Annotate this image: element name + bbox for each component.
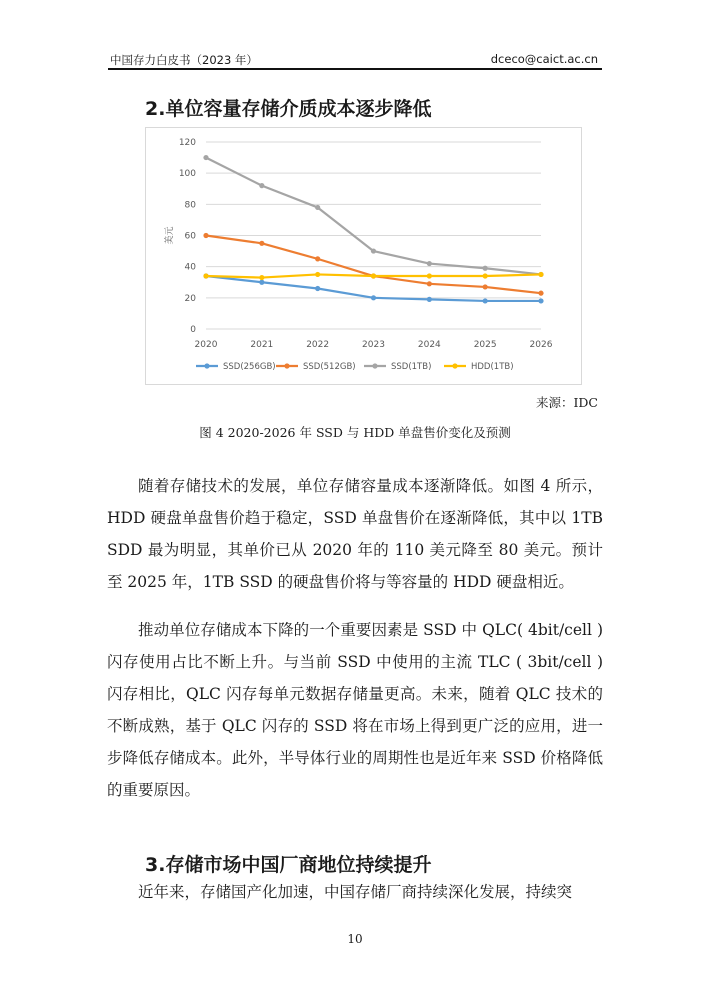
data-point (315, 272, 320, 277)
legend-marker (452, 363, 457, 368)
paragraph-text: 随着存储技术的发展，单位存储容量成本逐渐降低。如图 4 所示，HDD 硬盘单盘售价趋于稳定，SSD 单盘售价在逐渐降低，其中以 1TB SDD 最为明显，其单价已从 2020 年的 110 美元降至 80 美元。预计至 2025 年，1TB SSD 的硬盘售价将与等容量的 HDD 硬盘相近。 (107, 477, 603, 591)
x-tick-label: 2023 (362, 340, 385, 350)
series-line (206, 236, 541, 294)
data-point (259, 275, 264, 280)
y-tick-label: 80 (184, 200, 196, 211)
paragraph-text: 推动单位存储成本下降的一个重要因素是 SSD 中 QLC( 4bit/cell ) 闪存使用占比不断上升。与当前 SSD 中使用的主流 TLC ( 3bit/cell ) 闪存相比，QLC 闪存每单元数据存储量更高。未来，随着 QLC 技术的不断成熟，基于 QLC 闪存的 SSD 将在市场上得到更广泛的应用，进一步降低存储成本。此外，半导体行业的周期性也是近年来 SSD 价格降低的重要原因。 (107, 621, 603, 799)
paragraph-2 (107, 614, 603, 806)
y-tick-label: 0 (190, 325, 196, 335)
data-point (538, 272, 543, 277)
data-point (259, 280, 264, 285)
data-point (371, 295, 376, 300)
x-tick-label: 2021 (250, 340, 274, 350)
x-tick-label: 2022 (306, 340, 330, 350)
section-title-3: 3.存储市场中国厂商地位持续提升 (145, 854, 432, 876)
legend-label: SSD(1TB) (391, 362, 432, 372)
figure-caption: 图 4 2020-2026 年 SSD 与 HDD 单盘售价变化及预测 (199, 425, 511, 440)
y-tick-label: 120 (178, 138, 196, 148)
data-point (538, 298, 543, 303)
paragraph-3 (107, 876, 603, 908)
data-point (538, 291, 543, 296)
chart-source: 来源：IDC (535, 395, 598, 410)
legend-marker (204, 363, 209, 368)
data-point (203, 155, 208, 160)
page-number: 10 (347, 932, 363, 946)
y-axis-label: 美元 (165, 226, 175, 245)
data-point (203, 273, 208, 278)
legend-marker (372, 363, 377, 368)
data-point (427, 261, 432, 266)
data-point (483, 298, 488, 303)
data-point (483, 273, 488, 278)
legend-marker (284, 363, 289, 368)
data-point (315, 256, 320, 261)
header-title: 中国存力白皮书（2023 年） (110, 53, 258, 67)
data-point (259, 183, 264, 188)
series-line (206, 158, 541, 275)
x-tick-label: 2026 (529, 340, 553, 350)
x-tick-label: 2020 (194, 340, 218, 350)
x-tick-label: 2025 (473, 340, 497, 350)
x-tick-label: 2024 (417, 340, 441, 350)
paragraph-text: 近年来，存储国产化加速，中国存储厂商持续深化发展，持续突 (138, 883, 573, 901)
data-point (483, 266, 488, 271)
header-rule (108, 68, 602, 70)
data-point (427, 281, 432, 286)
data-point (427, 273, 432, 278)
data-point (203, 233, 208, 238)
legend-label: HDD(1TB) (471, 362, 514, 372)
data-point (371, 248, 376, 253)
section-title-2: 2.单位容量存储介质成本逐步降低 (145, 98, 432, 120)
data-point (483, 284, 488, 289)
data-point (315, 286, 320, 291)
data-point (259, 241, 264, 246)
data-point (371, 273, 376, 278)
y-tick-label: 100 (178, 169, 196, 180)
y-tick-label: 60 (184, 231, 196, 242)
paragraph-1 (107, 470, 603, 598)
price-chart (145, 127, 582, 385)
y-tick-label: 20 (184, 293, 196, 304)
data-point (427, 297, 432, 302)
legend-label: SSD(512GB) (303, 362, 356, 372)
data-point (315, 205, 320, 210)
header-email: dceco@caict.ac.cn (490, 52, 598, 66)
price-chart-svg (146, 128, 581, 384)
y-tick-label: 40 (184, 262, 196, 273)
legend-label: SSD(256GB) (223, 362, 276, 372)
